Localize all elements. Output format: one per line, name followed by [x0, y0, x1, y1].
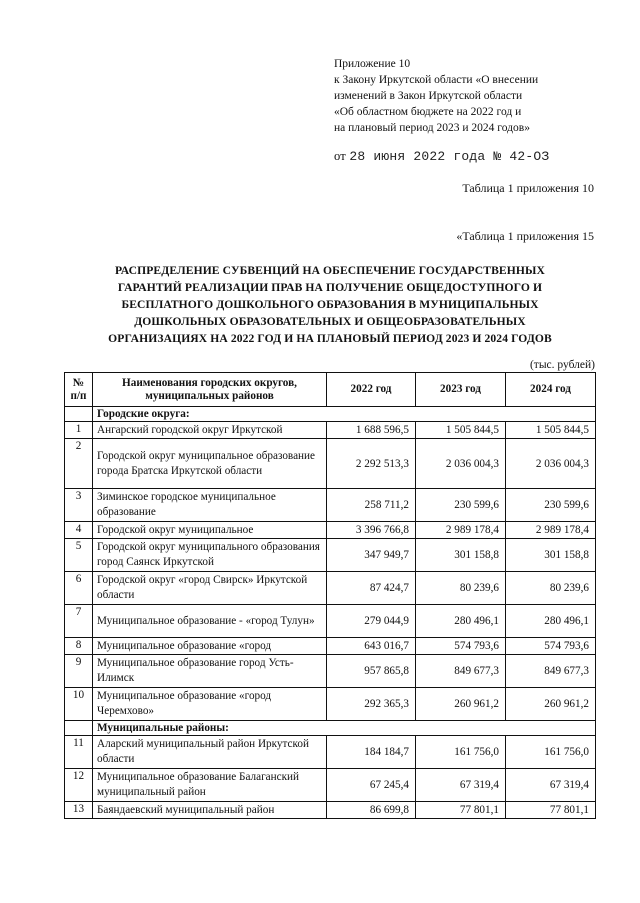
row-number: 5	[65, 539, 93, 572]
table-row	[65, 688, 596, 721]
header-2022: 2022 год	[327, 373, 416, 407]
row-name: Городской округ муниципальное образование города Братска Иркутской области	[93, 439, 327, 489]
row-name: Городской округ муниципального образования город Саянск Иркутской	[93, 539, 327, 572]
table-row	[65, 539, 596, 572]
row-value-2024: 280 496,1	[506, 605, 596, 638]
row-value-2022: 643 016,7	[327, 638, 416, 655]
row-value-2022: 292 365,3	[327, 688, 416, 721]
row-number: 10	[65, 688, 93, 721]
table-row	[65, 489, 596, 522]
title-line: ГАРАНТИЙ РЕАЛИЗАЦИИ ПРАВ НА ПОЛУЧЕНИЕ ОБЩЕДОСТУПНОГО И	[117, 281, 543, 294]
section-title: Городские округа:	[93, 407, 596, 422]
row-name: Зиминское городское муниципальное образование	[93, 489, 327, 522]
row-value-2022: 258 711,2	[327, 489, 416, 522]
section-num-cell	[65, 721, 93, 736]
row-value-2024: 1 505 844,5	[506, 422, 596, 439]
header-2023: 2023 год	[416, 373, 506, 407]
row-name: Ангарский городской округ Иркутской	[93, 422, 327, 439]
row-number: 13	[65, 802, 93, 819]
subsidy-table	[64, 372, 596, 819]
row-number: 8	[65, 638, 93, 655]
row-name: Аларский муниципальный район Иркутской области	[93, 736, 327, 769]
row-name: Муниципальное образование город Усть-Илимск	[93, 655, 327, 688]
row-value-2024: 301 158,8	[506, 539, 596, 572]
section-title: Муниципальные районы:	[93, 721, 596, 736]
table-row	[65, 655, 596, 688]
table-reference: Таблица 1 приложения 10	[462, 181, 594, 195]
table-reference-original: «Таблица 1 приложения 15	[456, 229, 594, 243]
row-value-2023: 77 801,1	[416, 802, 506, 819]
row-name: Муниципальное образование «город	[93, 638, 327, 655]
row-value-2023: 574 793,6	[416, 638, 506, 655]
table-header-row	[65, 373, 596, 407]
row-value-2023: 260 961,2	[416, 688, 506, 721]
row-value-2022: 2 292 513,3	[327, 439, 416, 489]
row-name: Муниципальное образование Балаганский муниципальный район	[93, 769, 327, 802]
row-value-2024: 2 989 178,4	[506, 522, 596, 539]
header-num: № п/п	[65, 373, 93, 407]
row-value-2022: 86 699,8	[327, 802, 416, 819]
row-value-2023: 849 677,3	[416, 655, 506, 688]
row-number: 12	[65, 769, 93, 802]
row-value-2024: 161 756,0	[506, 736, 596, 769]
title-line: БЕСПЛАТНОГО ДОШКОЛЬНОГО ОБРАЗОВАНИЯ В МУНИЦИПАЛЬНЫХ	[121, 298, 539, 311]
header-name: Наименования городских округов, муниципальных районов	[93, 373, 327, 407]
table-row	[65, 605, 596, 638]
row-value-2023: 2 989 178,4	[416, 522, 506, 539]
row-value-2023: 2 036 004,3	[416, 439, 506, 489]
row-value-2023: 161 756,0	[416, 736, 506, 769]
title-line: РАСПРЕДЕЛЕНИЕ СУБВЕНЦИЙ НА ОБЕСПЕЧЕНИЕ ГОСУДАРСТВЕННЫХ	[115, 264, 545, 277]
header-2024: 2024 год	[506, 373, 596, 407]
row-value-2023: 280 496,1	[416, 605, 506, 638]
row-value-2022: 184 184,7	[327, 736, 416, 769]
row-number: 6	[65, 572, 93, 605]
date-typed: 28 июня 2022 года № 42-ОЗ	[349, 149, 550, 164]
row-value-2022: 3 396 766,8	[327, 522, 416, 539]
section-row	[65, 407, 596, 422]
annex-header	[334, 56, 538, 136]
annex-line: «Об областном бюджете на 2022 год и	[334, 106, 522, 118]
row-number: 1	[65, 422, 93, 439]
row-value-2022: 67 245,4	[327, 769, 416, 802]
row-value-2023: 80 239,6	[416, 572, 506, 605]
document-title	[60, 262, 600, 347]
row-value-2024: 574 793,6	[506, 638, 596, 655]
annex-line: к Закону Иркутской области «О внесении	[334, 74, 539, 86]
row-name: Муниципальное образование «город Черемхово»	[93, 688, 327, 721]
row-value-2024: 260 961,2	[506, 688, 596, 721]
row-value-2024: 849 677,3	[506, 655, 596, 688]
row-value-2022: 1 688 596,5	[327, 422, 416, 439]
units-label: (тыс. рублей)	[529, 359, 595, 371]
law-date	[334, 148, 549, 164]
row-value-2024: 230 599,6	[506, 489, 596, 522]
row-value-2023: 301 158,8	[416, 539, 506, 572]
annex-line: на плановый период 2023 и 2024 годов»	[334, 122, 530, 134]
row-value-2024: 2 036 004,3	[506, 439, 596, 489]
annex-line: Приложение 10	[334, 58, 411, 70]
table-row	[65, 802, 596, 819]
table-body	[65, 407, 596, 819]
title-line: ДОШКОЛЬНЫХ ОБРАЗОВАТЕЛЬНЫХ И ОБЩЕОБРАЗОВАТЕЛЬНЫХ	[134, 315, 526, 328]
row-number: 2	[65, 439, 93, 489]
section-num-cell	[65, 407, 93, 422]
row-number: 4	[65, 522, 93, 539]
row-value-2023: 1 505 844,5	[416, 422, 506, 439]
table-row	[65, 638, 596, 655]
table-row	[65, 736, 596, 769]
row-value-2024: 80 239,6	[506, 572, 596, 605]
row-value-2023: 230 599,6	[416, 489, 506, 522]
date-prefix: от	[334, 149, 346, 163]
row-number: 7	[65, 605, 93, 638]
row-number: 9	[65, 655, 93, 688]
row-number: 3	[65, 489, 93, 522]
section-row	[65, 721, 596, 736]
row-value-2024: 77 801,1	[506, 802, 596, 819]
row-number: 11	[65, 736, 93, 769]
annex-line: изменений в Закон Иркутской области	[334, 90, 523, 102]
row-value-2023: 67 319,4	[416, 769, 506, 802]
row-name: Муниципальное образование - «город Тулун»	[93, 605, 327, 638]
row-value-2022: 347 949,7	[327, 539, 416, 572]
table-row	[65, 439, 596, 489]
table-row	[65, 422, 596, 439]
row-name: Городской округ «город Свирск» Иркутской области	[93, 572, 327, 605]
row-name: Городской округ муниципальное	[93, 522, 327, 539]
table-row	[65, 522, 596, 539]
table-row	[65, 769, 596, 802]
table-row	[65, 572, 596, 605]
row-value-2022: 279 044,9	[327, 605, 416, 638]
title-line: ОРГАНИЗАЦИЯХ НА 2022 ГОД И НА ПЛАНОВЫЙ ПЕРИОД 2023 И 2024 ГОДОВ	[108, 332, 552, 345]
row-value-2024: 67 319,4	[506, 769, 596, 802]
row-name: Баяндаевский муниципальный район	[93, 802, 327, 819]
row-value-2022: 87 424,7	[327, 572, 416, 605]
row-value-2022: 957 865,8	[327, 655, 416, 688]
